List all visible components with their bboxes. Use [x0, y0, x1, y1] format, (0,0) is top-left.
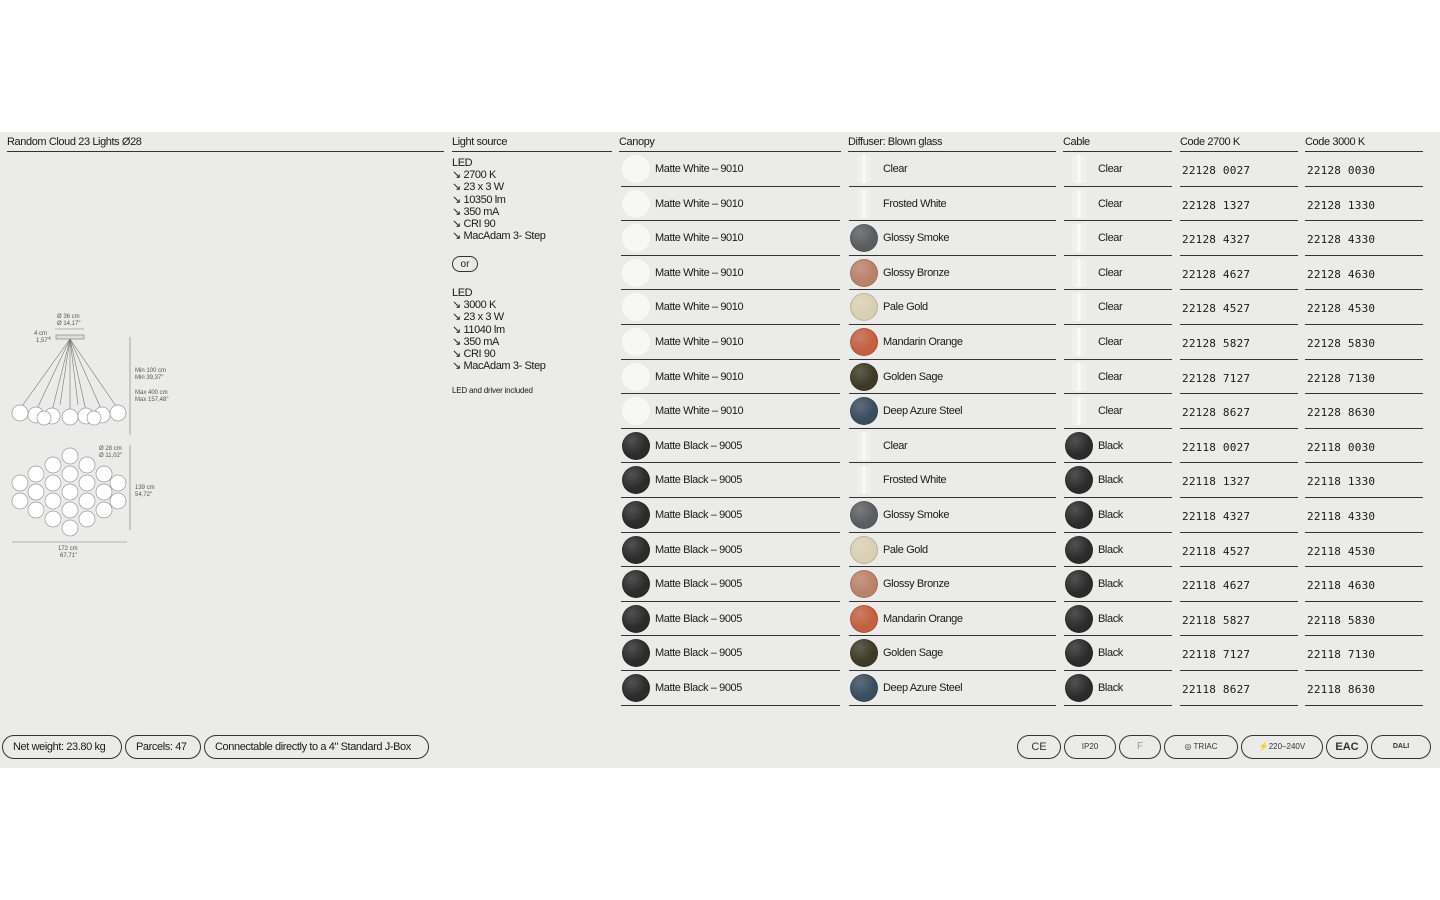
product-code: 22118 4530: [1307, 544, 1376, 558]
ip20-icon: IP20: [1064, 735, 1116, 759]
cell-label: Clear: [1098, 405, 1123, 418]
product-code: 22118 4527: [1182, 544, 1251, 558]
table-cell-cable: [1064, 636, 1172, 671]
spec-line: ↘ CRI 90: [452, 348, 496, 361]
table-cell-cable: [1064, 498, 1172, 533]
product-code: 22128 5827: [1182, 337, 1251, 350]
color-swatch: [622, 328, 650, 356]
cell-label: Clear: [1098, 370, 1123, 383]
table-cell-canopy: [621, 533, 840, 568]
color-swatch: [622, 224, 650, 252]
color-swatch: [622, 293, 650, 321]
cell-label: Black: [1098, 578, 1123, 591]
cell-label: Matte Black – 9005: [655, 578, 742, 591]
color-swatch: [622, 432, 650, 460]
table-cell-code2700: [1180, 429, 1298, 464]
cell-label: Clear: [1098, 163, 1123, 175]
table-cell-canopy: [621, 636, 840, 671]
cell-label: Matte Black – 9005: [655, 612, 742, 625]
table-cell-code2700: [1180, 602, 1298, 637]
color-swatch: [622, 397, 650, 425]
color-swatch: [850, 536, 878, 564]
cell-label: Glossy Bronze: [883, 578, 950, 591]
product-code: 22118 4630: [1307, 579, 1376, 593]
table-cell-diffuser: [849, 256, 1056, 291]
table-cell-canopy: [621, 602, 840, 637]
cell-label: Matte Black – 9005: [655, 682, 742, 694]
dim-top-2: Ø 14,17": [57, 321, 81, 327]
table-cell-cable: [1064, 256, 1172, 291]
color-swatch: [1065, 605, 1093, 633]
table-cell-code2700: [1180, 360, 1298, 395]
cell-label: Matte Black – 9005: [655, 543, 742, 556]
light-source-option-2: [452, 287, 546, 372]
table-cell-code3000: [1305, 463, 1423, 498]
product-code: 22128 8627: [1182, 406, 1251, 420]
table-cell-cable: [1064, 152, 1172, 187]
cell-label: Golden Sage: [883, 370, 943, 383]
product-code: 22128 0030: [1307, 164, 1376, 177]
table-cell-canopy: [621, 429, 840, 464]
color-swatch: [857, 432, 871, 460]
color-swatch: [857, 466, 871, 494]
cell-label: Clear: [1098, 232, 1123, 245]
cell-label: Deep Azure Steel: [883, 682, 963, 694]
color-swatch: [850, 259, 878, 287]
color-swatch: [850, 570, 878, 598]
table-cell-cable: [1064, 221, 1172, 256]
cell-label: Glossy Smoke: [883, 509, 950, 521]
product-code: 22128 4627: [1182, 267, 1251, 281]
table-cell-canopy: [621, 498, 840, 533]
table-cell-cable: [1064, 394, 1172, 429]
color-swatch: [1065, 536, 1093, 564]
header-canopy: Canopy: [619, 136, 841, 152]
product-code: 22128 4630: [1307, 267, 1376, 281]
table-cell-code3000: [1305, 429, 1423, 464]
table-cell-diffuser: [849, 463, 1056, 498]
product-code: 22118 4627: [1182, 579, 1251, 593]
spec-line: ↘ 3000 K: [452, 299, 496, 312]
table-cell-diffuser: [849, 394, 1056, 429]
color-swatch: [850, 639, 878, 667]
product-code: 22128 4530: [1307, 302, 1376, 316]
table-cell-canopy: [621, 187, 840, 222]
color-swatch: [622, 605, 650, 633]
color-swatch: [622, 674, 650, 702]
table-cell-code3000: [1305, 394, 1423, 429]
table-cell-canopy: [621, 360, 840, 395]
product-code: 22128 4527: [1182, 302, 1251, 316]
spec-line: LED: [452, 287, 473, 299]
dim-depth-2: 54,72": [135, 492, 153, 498]
table-cell-canopy: [621, 671, 840, 706]
table-cell-diffuser: [849, 429, 1056, 464]
table-cell-cable: [1064, 187, 1172, 222]
table-cell-code2700: [1180, 636, 1298, 671]
color-swatch: [622, 501, 650, 529]
spec-line: ↘ 350 mA: [452, 335, 499, 348]
cell-label: Golden Sage: [883, 647, 943, 660]
cell-label: Black: [1098, 612, 1123, 625]
table-cell-diffuser: [849, 533, 1056, 568]
color-swatch: [622, 190, 650, 218]
table-cell-code3000: [1305, 290, 1423, 325]
cell-label: Clear: [883, 163, 908, 175]
cell-label: Pale Gold: [883, 301, 928, 314]
product-code: 22128 1327: [1182, 198, 1251, 212]
table-cell-code3000: [1305, 221, 1423, 256]
dim-width-1: 172 cm: [58, 546, 78, 552]
or-separator: or: [452, 256, 478, 272]
table-cell-code3000: [1305, 187, 1423, 222]
product-code: 22118 4330: [1307, 510, 1376, 523]
dim-width-2: 67,71": [60, 553, 78, 559]
table-cell-diffuser: [849, 221, 1056, 256]
cell-label: Clear: [1098, 301, 1123, 314]
table-cell-cable: [1064, 602, 1172, 637]
eac-mark-icon: EAC: [1326, 735, 1368, 759]
product-code: 22118 4327: [1182, 510, 1251, 523]
table-cell-code2700: [1180, 325, 1298, 360]
color-swatch: [1065, 432, 1093, 460]
table-cell-diffuser: [849, 290, 1056, 325]
cell-label: Matte White – 9010: [655, 197, 744, 210]
color-swatch: [1065, 501, 1093, 529]
product-code: 22118 8627: [1182, 683, 1251, 696]
table-cell-code3000: [1305, 636, 1423, 671]
color-swatch: [1072, 259, 1086, 287]
jbox-pill: Connectable directly to a 4" Standard J-Box: [204, 735, 429, 759]
table-cell-diffuser: [849, 567, 1056, 602]
color-swatch: [1072, 363, 1086, 391]
color-swatch: [850, 328, 878, 356]
header-diffuser: Diffuser: Blown glass: [848, 136, 1056, 152]
cell-label: Glossy Smoke: [883, 232, 950, 245]
dim-globe-2: Ø 11,02": [99, 453, 123, 459]
product-code: 22128 5830: [1307, 337, 1376, 350]
table-cell-code2700: [1180, 152, 1298, 187]
spec-line: ↘ 11040 lm: [452, 323, 505, 336]
table-cell-canopy: [621, 567, 840, 602]
cell-label: Clear: [1098, 266, 1123, 279]
technical-drawing: [0, 305, 200, 570]
color-swatch: [622, 363, 650, 391]
spec-line: ↘ MacAdam 3- Step: [452, 230, 546, 243]
cell-label: Black: [1098, 543, 1123, 556]
table-cell-canopy: [621, 325, 840, 360]
product-code: 22128 7127: [1182, 371, 1251, 385]
table-cell-code2700: [1180, 463, 1298, 498]
color-swatch: [622, 466, 650, 494]
spec-line: ↘ 2700 K: [452, 169, 496, 182]
color-swatch: [850, 605, 878, 633]
table-cell-code3000: [1305, 602, 1423, 637]
color-swatch: [1072, 190, 1086, 218]
cell-label: Deep Azure Steel: [883, 405, 963, 418]
cell-label: Black: [1098, 647, 1123, 660]
header-light-source: Light source: [452, 136, 612, 152]
cell-label: Matte Black – 9005: [655, 509, 742, 521]
table-cell-diffuser: [849, 187, 1056, 222]
header-code-3000: Code 3000 K: [1305, 136, 1423, 152]
cell-label: Matte White – 9010: [655, 266, 744, 279]
product-code: 22118 1330: [1307, 475, 1376, 489]
product-code: 22128 4330: [1307, 233, 1376, 247]
dim-depth-1: 139 cm: [135, 485, 155, 491]
spec-line: LED: [452, 157, 473, 169]
spec-line: ↘ 10350 lm: [452, 193, 506, 206]
f-mark-icon: F: [1119, 735, 1161, 759]
table-cell-diffuser: [849, 325, 1056, 360]
table-cell-code2700: [1180, 567, 1298, 602]
product-code: 22118 5830: [1307, 613, 1376, 627]
table-cell-code2700: [1180, 394, 1298, 429]
table-cell-cable: [1064, 290, 1172, 325]
table-cell-code3000: [1305, 325, 1423, 360]
table-cell-code2700: [1180, 221, 1298, 256]
table-cell-cable: [1064, 360, 1172, 395]
cell-label: Mandarin Orange: [883, 612, 963, 625]
spec-line: ↘ 23 x 3 W: [452, 311, 504, 324]
color-swatch: [622, 536, 650, 564]
product-code: 22128 7130: [1307, 371, 1376, 385]
product-code: 22118 5827: [1182, 613, 1251, 627]
product-code: 22128 0027: [1182, 164, 1251, 177]
cell-label: Black: [1098, 474, 1123, 487]
cell-label: Black: [1098, 509, 1123, 521]
color-swatch: [622, 259, 650, 287]
color-swatch: [850, 501, 878, 529]
color-swatch: [1072, 155, 1086, 183]
cell-label: Matte White – 9010: [655, 163, 744, 175]
dim-min-2: Min 39,37": [135, 375, 164, 381]
table-cell-code2700: [1180, 290, 1298, 325]
table-cell-canopy: [621, 221, 840, 256]
table-cell-canopy: [621, 152, 840, 187]
color-swatch: [1065, 674, 1093, 702]
table-cell-code2700: [1180, 671, 1298, 706]
color-swatch: [850, 674, 878, 702]
table-cell-code3000: [1305, 360, 1423, 395]
color-swatch: [1072, 397, 1086, 425]
table-cell-cable: [1064, 533, 1172, 568]
spec-line: ↘ MacAdam 3- Step: [452, 360, 546, 373]
dim-min-1: Min 100 cm: [135, 368, 167, 374]
ce-mark-icon: CE: [1017, 735, 1061, 759]
table-cell-cable: [1064, 671, 1172, 706]
cell-label: Matte Black – 9005: [655, 647, 742, 660]
cell-label: Matte White – 9010: [655, 301, 744, 314]
product-code: 22118 0030: [1307, 440, 1376, 454]
product-code: 22128 8630: [1307, 406, 1376, 420]
color-swatch: [622, 570, 650, 598]
spec-line: ↘ CRI 90: [452, 218, 496, 231]
spec-line: ↘ 23 x 3 W: [452, 181, 504, 194]
voltage-label: 220–240V: [1268, 742, 1306, 751]
table-cell-canopy: [621, 290, 840, 325]
color-swatch: [1065, 466, 1093, 494]
product-code: 22118 1327: [1182, 475, 1251, 489]
table-cell-cable: [1064, 463, 1172, 498]
table-cell-code3000: [1305, 152, 1423, 187]
color-swatch: [857, 190, 871, 218]
dim-canopy-2: 1,57": [36, 338, 50, 344]
table-cell-diffuser: [849, 498, 1056, 533]
table-cell-cable: [1064, 325, 1172, 360]
product-code: 22118 0027: [1182, 440, 1251, 454]
cell-label: Black: [1098, 439, 1123, 452]
voltage-icon: ⚡220–240V: [1241, 735, 1323, 759]
light-source-option-1: [452, 157, 546, 242]
dim-top-1: Ø 36 cm: [57, 314, 80, 320]
triac-label: TRIAC: [1193, 742, 1218, 751]
cell-label: Matte White – 9010: [655, 405, 744, 418]
table-cell-code3000: [1305, 671, 1423, 706]
table-cell-code2700: [1180, 256, 1298, 291]
led-driver-note: LED and driver included: [452, 386, 533, 395]
dim-max-1: Max 400 cm: [135, 390, 168, 396]
header-code-2700: Code 2700 K: [1180, 136, 1298, 152]
cell-label: Glossy Bronze: [883, 266, 950, 279]
color-swatch: [850, 397, 878, 425]
color-swatch: [622, 155, 650, 183]
cell-label: Matte White – 9010: [655, 232, 744, 245]
product-code: 22118 7127: [1182, 648, 1251, 662]
table-cell-canopy: [621, 256, 840, 291]
color-swatch: [622, 639, 650, 667]
product-code: 22118 8630: [1307, 683, 1376, 696]
table-cell-cable: [1064, 429, 1172, 464]
product-code: 22128 4327: [1182, 233, 1251, 247]
triac-dimming-icon: ◎ TRIAC: [1164, 735, 1238, 759]
dim-globe-1: Ø 28 cm: [99, 446, 122, 452]
cell-label: Clear: [1098, 197, 1123, 210]
spec-line: ↘ 350 mA: [452, 205, 499, 218]
color-swatch: [850, 293, 878, 321]
product-title: Random Cloud 23 Lights Ø28: [7, 136, 444, 152]
color-swatch: [850, 224, 878, 252]
table-cell-canopy: [621, 463, 840, 498]
table-cell-diffuser: [849, 671, 1056, 706]
table-cell-cable: [1064, 567, 1172, 602]
table-cell-diffuser: [849, 360, 1056, 395]
table-cell-diffuser: [849, 602, 1056, 637]
cell-label: Frosted White: [883, 474, 947, 487]
table-cell-code3000: [1305, 533, 1423, 568]
table-cell-canopy: [621, 394, 840, 429]
cell-label: Matte White – 9010: [655, 336, 744, 348]
header-cable: Cable: [1063, 136, 1172, 152]
table-cell-code3000: [1305, 256, 1423, 291]
color-swatch: [850, 363, 878, 391]
product-code: 22128 1330: [1307, 198, 1376, 212]
table-cell-code3000: [1305, 498, 1423, 533]
cell-label: Pale Gold: [883, 543, 928, 556]
table-cell-code3000: [1305, 567, 1423, 602]
color-swatch: [1072, 293, 1086, 321]
color-swatch: [1065, 570, 1093, 598]
cell-label: Clear: [1098, 336, 1123, 348]
cell-label: Frosted White: [883, 197, 947, 210]
cell-label: Clear: [883, 439, 908, 452]
cell-label: Matte Black – 9005: [655, 474, 742, 487]
color-swatch: [1065, 639, 1093, 667]
cell-label: Matte White – 9010: [655, 370, 744, 383]
table-cell-code2700: [1180, 533, 1298, 568]
color-swatch: [1072, 224, 1086, 252]
table-cell-diffuser: [849, 636, 1056, 671]
color-swatch: [857, 155, 871, 183]
cell-label: Mandarin Orange: [883, 336, 963, 348]
dim-max-2: Max 157,48": [135, 397, 169, 403]
parcels-pill: Parcels: 47: [125, 735, 201, 759]
table-cell-diffuser: [849, 152, 1056, 187]
cell-label: Matte Black – 9005: [655, 439, 742, 452]
table-cell-code2700: [1180, 498, 1298, 533]
cell-label: Black: [1098, 682, 1123, 694]
color-swatch: [1072, 328, 1086, 356]
net-weight-pill: Net weight: 23.80 kg: [2, 735, 122, 759]
dim-canopy-1: 4 cm: [34, 331, 48, 337]
product-code: 22118 7130: [1307, 648, 1376, 662]
dali-icon: DALI: [1371, 735, 1431, 759]
table-cell-code2700: [1180, 187, 1298, 222]
